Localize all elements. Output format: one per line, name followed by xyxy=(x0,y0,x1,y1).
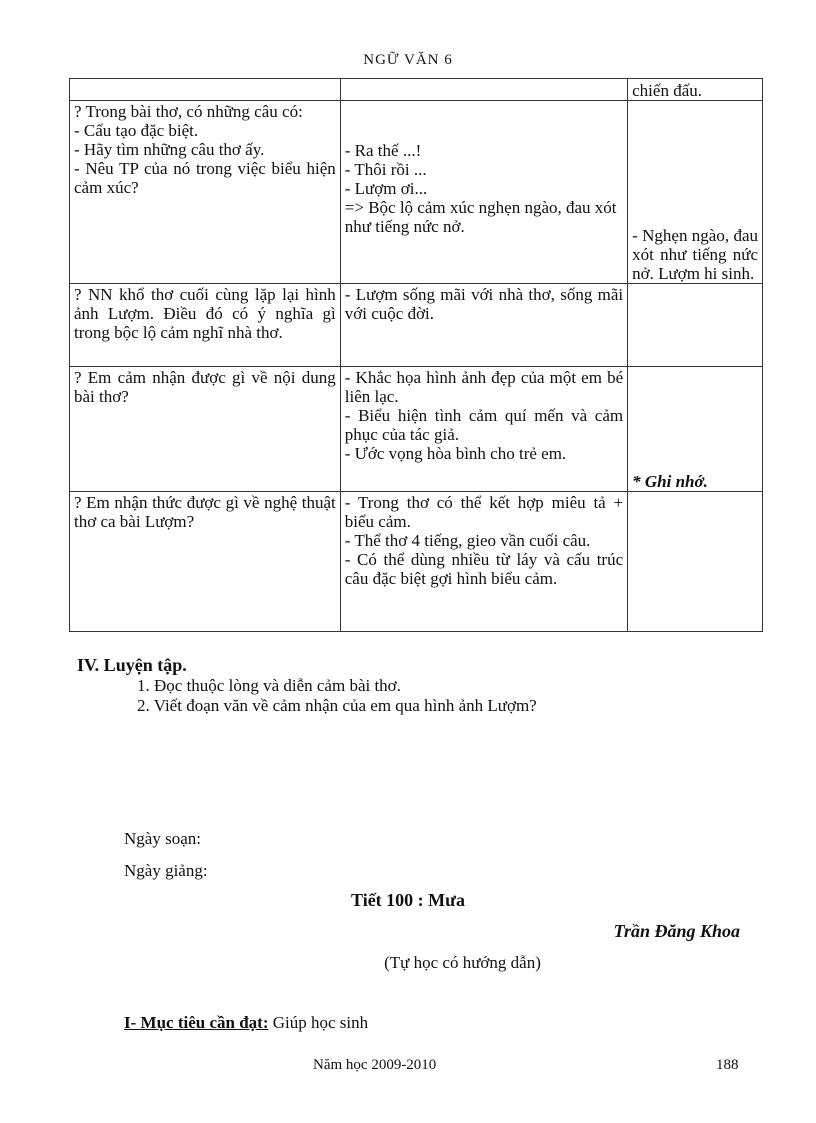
objective-text: Giúp học sinh xyxy=(268,1013,369,1032)
note-cell xyxy=(628,492,763,632)
lesson-table xyxy=(69,78,763,632)
question-cell xyxy=(70,79,341,101)
answer-cell: - Trong thơ có thể kết hợp miêu tả + biểu cảm. - Thể thơ 4 tiếng, gieo vần cuối câu. - Có thể dùng nhiều từ láy và cấu trúc câu đặc biệt gợi hình biểu cảm. xyxy=(340,492,627,632)
author-name: Trần Đăng Khoa xyxy=(613,921,740,941)
question-cell: ? NN khổ thơ cuối cùng lặp lại hình ảnh Lượm. Điều đó có ý nghĩa gì trong bộc lộ cảm nghĩ nhà thơ. xyxy=(70,284,341,367)
table-row xyxy=(70,101,763,284)
table-row xyxy=(70,79,763,101)
question-cell: ? Trong bài thơ, có những câu có: - Cấu tạo đặc biệt. - Hãy tìm những câu thơ ấy. - Nêu TP của nó trong việc biểu hiện cảm xúc? xyxy=(70,101,341,284)
note-cell xyxy=(628,284,763,367)
note-cell xyxy=(628,367,763,492)
answer-cell: - Khắc họa hình ảnh đẹp của một em bé liên lạc. - Biểu hiện tình cảm quí mến và cảm phục của tác giả. - Ước vọng hòa bình cho trẻ em. xyxy=(340,367,627,492)
page-header: NGỮ VĂN 6 xyxy=(363,52,453,68)
page-number: 188 xyxy=(716,1057,739,1073)
objective-heading: I- Mục tiêu cần đạt: xyxy=(124,1013,269,1032)
table-row xyxy=(70,492,763,632)
lesson-title: Tiết 100 : Mưa xyxy=(351,890,465,910)
note-cell: chiến đấu. xyxy=(628,79,763,101)
lesson-note: (Tự học có hướng dẫn) xyxy=(384,953,541,972)
objective-line xyxy=(124,1013,368,1033)
practice-heading: IV. Luyện tập. xyxy=(77,655,187,675)
answer-cell xyxy=(340,79,627,101)
practice-section xyxy=(77,655,757,716)
school-year: Năm học 2009-2010 xyxy=(313,1057,437,1073)
practice-item: 1. Đọc thuộc lòng và diễn cảm bài thơ. xyxy=(137,676,401,695)
table-row xyxy=(70,284,763,367)
answer-cell: - Lượm sống mãi với nhà thơ, sống mãi với cuộc đời. xyxy=(340,284,627,367)
question-cell: ? Em cảm nhận được gì về nội dung bài thơ? xyxy=(70,367,341,492)
answer-cell: - Ra thế ...! - Thôi rồi ... - Lượm ơi... => Bộc lộ cảm xúc nghẹn ngào, đau xót như tiếng nức nở. xyxy=(340,101,627,284)
question-cell: ? Em nhận thức được gì về nghệ thuật thơ ca bài Lượm? xyxy=(70,492,341,632)
memo-label: * Ghi nhớ. xyxy=(632,472,708,491)
table-row xyxy=(70,367,763,492)
note-cell: - Nghẹn ngào, đau xót như tiếng nức nở. Lượm hi sinh. xyxy=(628,101,763,284)
prep-date-label: Ngày soạn: xyxy=(124,829,201,848)
teach-date-label: Ngày giảng: xyxy=(124,861,208,880)
practice-item: 2. Viết đoạn văn về cảm nhận của em qua hình ảnh Lượm? xyxy=(137,696,537,715)
